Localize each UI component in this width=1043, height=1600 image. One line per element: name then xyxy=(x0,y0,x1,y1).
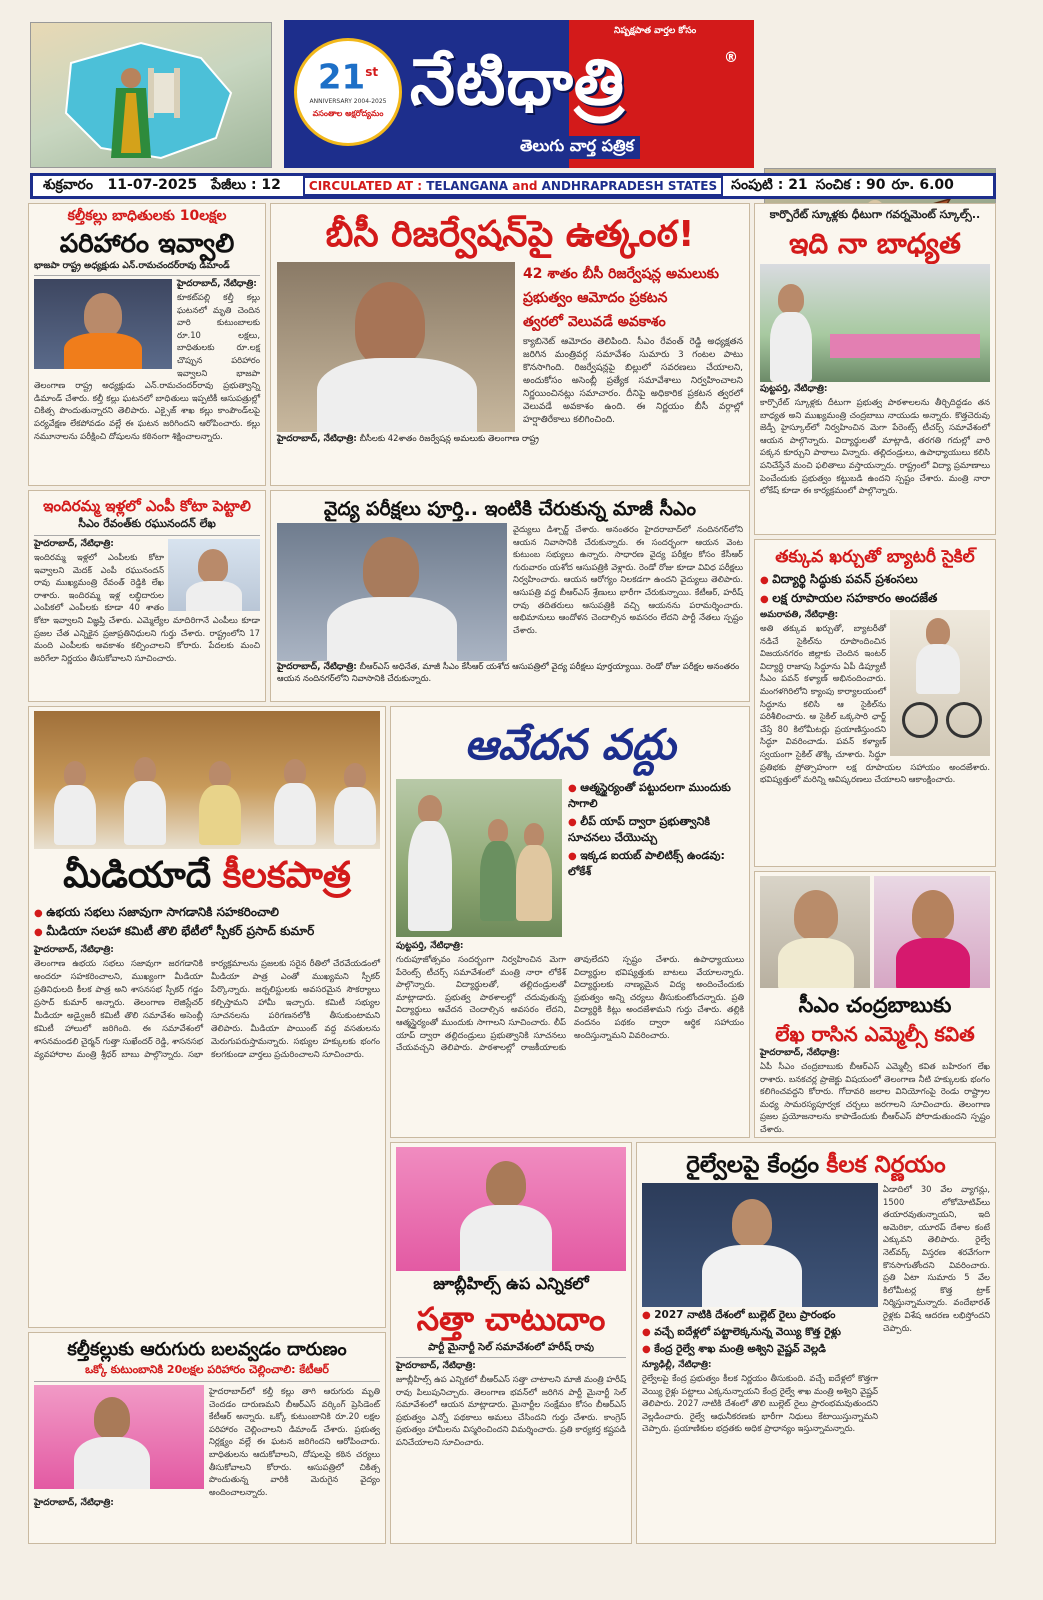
story-dateline: పుట్టపర్తి, నేటిధాత్రి: xyxy=(396,941,464,951)
story-side-body: ఏడాదిలో 30 వేల వ్యాగన్లు, 1500 లోకోమోటివ్‌లు తయారవుతున్నాయని, ఇది అమెరికా, యూరప్ దేశాల కంటే ఎక్కువని తెలిపారు. రైల్వే నెట్‌వర్క్ విస్తరణ శరవేగంగా కొనసాగుతోందని వివరించారు. ప్రతి ఏటా సుమారు 5 వేల కిలోమీటర్ల కొత్త ట్రాక్ నిర్మిస్తున్నామన్నారు. వందేభారత్ రైళ్లకు విశేష ఆదరణ లభిస్తోందని చెప్పారు. xyxy=(883,1184,990,1333)
story-bullet-1: ● 2027 నాటికి దేశంలో బుల్లెట్ రైలు ప్రారంభం xyxy=(642,1309,878,1324)
story-school-responsibility xyxy=(754,203,996,535)
state-telangana: TELANGANA xyxy=(426,179,509,193)
anniversary-suffix: st xyxy=(365,65,379,79)
story-headline-red: కీలక నిర్ణయం xyxy=(826,1152,946,1178)
info-bar xyxy=(30,173,996,199)
chandrababu-photo xyxy=(760,876,870,988)
story-bullet-2: ● లక్ష రూపాయల సహకారం అందజేత xyxy=(760,591,990,608)
story-bullet-1: ● ఉభయ సభలు సజావుగా సాగడానికి సహకరించాలి xyxy=(34,905,380,922)
story-bullet-2: ● వచ్చే ఐదేళ్లలో పట్టాలెక్కనున్న వెయ్యి కొత్త రైళ్లు xyxy=(642,1326,878,1341)
story-bullet-2: ● మీడియా సలహా కమిటీ తొలి భేటీలో స్పీకర్ ప్రసాద్ కుమార్ xyxy=(34,924,380,941)
story-avedana xyxy=(390,706,750,1138)
caption-text: బీసీలకు 42శాతం రిజర్వేషన్ల అమలుకు తెలంగాణ రాష్ట్ర xyxy=(359,433,539,443)
story-battery-cycle xyxy=(754,539,996,867)
raghunandan-photo xyxy=(168,539,260,611)
story-body: తెలంగాణ ఉభయ సభలు సజావుగా జరగడానికి అందరూ సహకరించాలని, ముఖ్యంగా మీడియా ప్రతినిధులది కీలక పాత్ర అని శాసనసభ స్పీకర్ గడ్డం ప్రసాద్ కుమార్ అన్నారు. తెలంగాణ లెజిస్లేచర్ మీడియా అడ్వైజరీ కమిటీ తొలి సమావేశం అసెంబ్లీ కమిటీ హాలులో జరిగింది. ఈ సమావేశంలో శాసనమండలి చైర్మన్ గుత్తా సుఖేందర్ రెడ్డి, శాసనసభ వ్యవహారాల మంత్రి శ్రీధర్ బాబు పాల్గొన్నారు. సభా కార్యక్రమాలను ప్రజలకు సరైన రీతిలో చేరవేయడంలో మీడియా పాత్ర ఎంతో ముఖ్యమని స్పీకర్ పేర్కొన్నారు. జర్నలిస్టులకు అవసరమైన సౌకర్యాలు కల్పిస్తామని హామీ ఇచ్చారు. కమిటీ సభ్యుల సూచనలను పరిగణనలోకి తీసుకుంటామని తెలిపారు. మీడియా పాయింట్ వద్ద వసతులను మెరుగుపరుస్తామన్నారు. సభ్యుల హక్కులకు భంగం కలగకుండా వార్తలు ప్రచురించాలని సూచించారు. xyxy=(34,958,380,1059)
page-count: పేజీలు : 12 xyxy=(211,176,281,193)
masthead-tagline: నిష్పక్షపాత వార్తల కోసం xyxy=(614,26,697,36)
story-body: కూకట్‌పల్లి కల్తీ కల్లు ఘటనలో మృతి చెందిన వారి కుటుంబాలకు రూ.10 లక్షలు, బాధితులకు రూ.లక్ష చొప్పున పరిహారం ఇవ్వాలని భాజపా తెలంగాణ రాష్ట్ర అధ్యక్షుడు ఎన్.రామచందర్‌రావు ప్రభుత్వాన్ని డిమాండ్ చేశారు. కల్తీ కల్లు ఘటనలో బాధితులు ఇప్పటికీ ఆసుపత్రుల్లో చికిత్స పొందుతున్నారని తెలిపారు. ఎక్సైజ్ శాఖ కల్లు కాంపౌండ్‌లపై పర్యవేక్షణ లేకపోవడం వల్లే ఈ ఘటన జరిగిందని ఆరోపించారు. కల్లు నమూనాలను పరీక్షించి దోషులను కఠినంగా శిక్షించాలన్నారు. xyxy=(34,292,260,441)
story-headline-black: రైల్వేలపై కేంద్రం xyxy=(686,1152,820,1178)
state-andhra: ANDHRAPRADESH xyxy=(541,179,664,193)
cycle-photo xyxy=(890,610,990,756)
story-dateline: హైదరాబాద్, నేటిధాత్రి: xyxy=(177,279,257,289)
story-subheading: ఒక్కో కుటుంబానికి 20లక్షల పరిహారం చెల్లించాలి: కేటీఆర్ xyxy=(34,1363,380,1382)
story-dateline: హైదరాబాద్, నేటిధాత్రి: xyxy=(760,1048,840,1058)
minister-photo xyxy=(642,1183,878,1307)
caption-text: బీఆర్ఎస్ అధినేత, మాజీ సీఎం కేసీఆర్ యశోద ఆసుపత్రిలో వైద్య పరీక్షలు పూర్తయ్యాయి. రెండో రోజు పరీక్షల అనంతరం ఆయన నందినగర్‌లోని నివాసానికి చేరుకున్నారు. xyxy=(277,661,740,683)
masthead xyxy=(28,20,996,168)
caption-dateline: హైదరాబాద్, నేటిధాత్రి: xyxy=(277,434,357,444)
story-kicker: కల్తీకల్లు బాధితులకు 10లక్షల xyxy=(67,208,227,224)
story-railway xyxy=(636,1142,996,1544)
harish-rao-photo xyxy=(396,1147,626,1271)
caption-dateline: హైదరాబాద్, నేటిధాత్రి: xyxy=(277,662,357,672)
telangana-map-image xyxy=(30,22,272,168)
story-bullet-2: ● లీప్ యాప్ ద్వారా ప్రభుత్వానికి సూచనలు చేయొచ్చు xyxy=(396,815,744,847)
price: రూ. 6.00 xyxy=(891,176,954,193)
story-dateline: హైదరాబాద్, నేటిధాత్రి: xyxy=(34,539,114,549)
story-headline-line-2: లేఖ రాసిన ఎమ్మెల్సీ కవిత xyxy=(775,1022,975,1046)
story-point-3: త్వరలో వెలువడే అవకాశం xyxy=(523,314,666,330)
story-bc-reservation xyxy=(270,203,750,486)
story-body: జూబ్లీహిల్స్ ఉప ఎన్నికలో బీఆర్ఎస్ సత్తా చాటాలని మాజీ మంత్రి హరీష్ రావు పిలుపునిచ్చారు. తెలంగాణ భవన్‌లో జరిగిన పార్టీ మైనార్టీ సెల్ సమావేశంలో ఆయన మాట్లాడారు. మైనార్టీల సంక్షేమం కోసం బీఆర్ఎస్ ప్రభుత్వం ఎన్నో పథకాలు అమలు చేసిందని గుర్తు చేశారు. కాంగ్రెస్ ప్రభుత్వం హామీలను విస్మరించిందని విమర్శించారు. ప్రతి కార్యకర్త కష్టపడి పనిచేయాలని సూచించారు. xyxy=(396,1374,626,1447)
story-subheading: పార్టీ మైనార్టీ సెల్ సమావేశంలో హరీష్ రావు xyxy=(396,1341,626,1358)
masthead-title: నేటిధాత్రి xyxy=(410,46,625,120)
story-body: వైద్యులు డిశ్చార్జ్ చేశారు. అనంతరం హైదరాబాద్‌లో నందినగర్‌లోని ఆయన నివాసానికి చేరుకున్నారు. ఈ సందర్భంగా ఆయన వెంట కుటుంబ సభ్యులు ఉన్నారు. సాధారణ వైద్య పరీక్షల కోసం కేసీఆర్ గురువారం యశోద ఆసుపత్రికి వెళ్లారు. రెండో రోజు కూడా వివిధ పరీక్షలు నిర్వహించారు. ఆయన ఆరోగ్యం నిలకడగా ఉందని వైద్యులు తెలిపారు. ఆసుపత్రి వద్ద బీఆర్ఎస్ శ్రేణులు భారీగా చేరుకున్నాయి. కేటీఆర్, హరీష్ రావు తదితరులు ఆసుపత్రికి వచ్చి ఆయనను పరామర్శించారు. అభిమానులు ఆందోళన చెందాల్సిన అవసరం లేదని పార్టీ నేతలు స్పష్టం చేశారు. xyxy=(513,524,743,635)
story-headline-red: కీలకపాత్ర xyxy=(222,855,351,896)
story-body: అతి తక్కువ ఖర్చుతో, బ్యాటరీతో నడిచే సైకిల్‌ను రూపొందించిన విజయనగరం జిల్లాకు చెందిన ఇంటర్ విద్యార్థి రాజాపు సిద్ధూను ఏపీ డిప్యూటీ సీఎం పవన్ కళ్యాణ్ అభినందించారు. మంగళగిరిలోని క్యాంపు కార్యాలయంలో సిద్ధూను కలిసి ఆ సైకిల్‌ను పరిశీలించారు. ఆ సైకిల్ ఒక్కసారి ఛార్జ్ చేస్తే 80 కిలోమీటర్లు ప్రయాణిస్తుందని సిద్ధూ వివరించాడు. పవన్ కళ్యాణ్ స్వయంగా సైకిల్ తొక్కి చూశారు. సిద్ధూ ప్రతిభకు ప్రోత్సాహంగా లక్ష రూపాయల సహాయం అందజేశారు. భవిష్యత్తులో మరిన్ని ఆవిష్కరణలు చేయాలని ఆకాంక్షించారు. xyxy=(760,623,990,785)
story-dateline: హైదరాబాద్, నేటిధాత్రి: xyxy=(34,945,114,955)
story-bullet-1: ● ఆత్మస్థైర్యంతో పట్టుదలగా ముందుకు సాగాలి xyxy=(396,781,744,813)
story-kavitha-letter xyxy=(754,871,996,1138)
story-headline: పరిహారం ఇవ్వాలి xyxy=(59,229,235,259)
story-dateline: హైదరాబాద్, నేటిధాత్రి: xyxy=(396,1361,476,1371)
leader-photo xyxy=(34,279,172,369)
story-kallu-compensation xyxy=(28,203,266,486)
story-subheading: సీఎం రేవంత్‌కు రఘునందన్ లేఖ xyxy=(34,517,260,536)
state-and: and xyxy=(512,179,538,193)
story-headline: కల్తీకల్లుకు ఆరుగురు బలవ్వడం దారుణం xyxy=(67,1339,347,1360)
story-point-1: 42 శాతం బీసీ రిజర్వేషన్ల అమలుకు xyxy=(523,266,719,282)
story-kicker: కార్పొరేట్ స్కూళ్లకు ధీటుగా గవర్నమెంట్ స్కూల్స్.. xyxy=(769,208,981,221)
story-body: రైల్వేలపై కేంద్ర ప్రభుత్వం కీలక నిర్ణయం తీసుకుంది. వచ్చే ఐదేళ్లలో కొత్తగా వెయ్యి రైళ్లు పట్టాలు ఎక్కనున్నాయని కేంద్ర రైల్వే శాఖ మంత్రి అశ్విని వైష్ణవ్ తెలిపారు. 2027 నాటికి దేశంలో తొలి బుల్లెట్ రైలు ప్రారంభమవుతుందని వెల్లడించారు. రైల్వే ఆధునీకరణకు భారీగా నిధులు కేటాయిస్తున్నామని చెప్పారు. ప్రయాణికుల భద్రతకు అధిక ప్రాధాన్యం ఇస్తున్నామన్నారు. xyxy=(642,1373,878,1434)
anniversary-number: 21 xyxy=(317,57,366,98)
students-photo xyxy=(396,779,562,937)
issue-number: సంచిక : 90 xyxy=(815,176,886,193)
meeting-photo xyxy=(34,711,380,849)
volume-number: సంపుటి : 21 xyxy=(731,176,808,193)
story-headline: సత్తా చాటుదాం xyxy=(416,1300,606,1338)
title-block xyxy=(284,20,754,168)
story-headline-line-1: సీఎం చంద్రబాబుకు xyxy=(798,993,952,1017)
story-dateline: న్యూఢిల్లీ, నేటిధాత్రి: xyxy=(642,1360,712,1370)
story-headline: ఆవేదన వద్దు xyxy=(464,720,676,769)
revanth-photo xyxy=(277,262,515,432)
circulation-box xyxy=(303,176,723,196)
masthead-subtitle: తెలుగు వార్త పత్రిక xyxy=(514,136,640,159)
story-dateline: అమరావతి, నేటిధాత్రి: xyxy=(760,610,839,620)
story-kcr-health xyxy=(270,490,750,702)
registered-mark: ® xyxy=(724,50,738,66)
anniversary-badge xyxy=(294,38,402,146)
story-bullet-3: ● ఇక్కడ ఐయబ్ పాలిటిక్స్ ఉండవు: లోకేశ్ xyxy=(396,849,744,881)
story-headline: ఇందిరమ్మ ఇళ్లలో ఎంపీ కోటా పెట్టాలి xyxy=(43,497,251,515)
story-headline: తక్కువ ఖర్చుతో బ్యాటరీ సైకిల్ xyxy=(775,547,975,567)
story-subheading: భాజపా రాష్ట్ర అధ్యక్షుడు ఎన్.రామచందర్‌రావు డిమాండ్ xyxy=(34,261,260,276)
kavitha-photo xyxy=(874,876,990,988)
story-media-role xyxy=(28,706,386,1328)
story-point-2: ప్రభుత్వం ఆమోదం ప్రకటన xyxy=(523,290,668,306)
classroom-photo xyxy=(760,264,990,382)
anniversary-telugu: వసంతాల అక్షరోద్యమం xyxy=(312,109,384,119)
story-body: హైదరాబాద్‌లో కల్తీ కల్లు తాగి ఆరుగురు మృతి చెందడం దారుణమని బీఆర్ఎస్ వర్కింగ్ ప్రెసిడెంట్ కేటీఆర్ అన్నారు. ఒక్కో కుటుంబానికి రూ.20 లక్షల పరిహారం చెల్లించాలని డిమాండ్ చేశారు. ప్రభుత్వ నిర్లక్ష్యం వల్లే ఈ ఘటన జరిగిందని ఆరోపించారు. బాధితులను ఆదుకోవాలని, దోషులపై కఠిన చర్యలు తీసుకోవాలని కోరారు. ఆసుపత్రిలో చికిత్స పొందుతున్న వారికి మెరుగైన వైద్యం అందించాలన్నారు. xyxy=(209,1386,380,1497)
kcr-photo xyxy=(277,523,507,661)
story-headline-black: మీడియాదే xyxy=(63,855,212,896)
story-dateline: హైదరాబాద్, నేటిధాత్రి: xyxy=(34,1498,114,1509)
state-states: STATES xyxy=(667,179,718,193)
circulated-label: CIRCULATED AT : xyxy=(308,179,423,193)
story-body: ఇందిరమ్మ ఇళ్లలో ఎంపీలకు కోటా ఇవ్వాలని మెదక్ ఎంపీ రఘునందన్ రావు ముఖ్యమంత్రి రేవంత్ రెడ్డికి లేఖ రాశారు. ఇందిరమ్మ ఇళ్ల లబ్ధిదారుల ఎంపికలో ఎంపీలకు కూడా 40 శాతం కోటా ఇవ్వాలని విజ్ఞప్తి చేశారు. ఎమ్మెల్యేల మాదిరిగానే ఎంపీలు కూడా ప్రజల చేత ఎన్నికైన ప్రజాప్రతినిధులని గుర్తు చేశారు. రాష్ట్రంలోని 17 మంది ఎంపీలకు అవకాశం కల్పించాలని కోరారు. పేదలకు మంచి జరిగేలా నిర్ణయం తీసుకోవాలని సూచించారు. xyxy=(34,552,260,663)
story-headline: వైద్య పరీక్షలు పూర్తి.. ఇంటికి చేరుకున్న మాజీ సీఎం xyxy=(323,498,697,520)
story-bullet-1: ● విద్యార్థి సిద్ధుకు పవన్ ప్రశంసలు xyxy=(760,572,990,589)
story-headline: బీసీ రిజర్వేషన్‌పై ఉత్కంఠ! xyxy=(325,214,695,255)
story-jubilee-hills xyxy=(390,1142,632,1544)
story-kicker: జూబ్లీహిల్స్ ఉప ఎన్నికలో xyxy=(433,1274,589,1293)
issue-date: శుక్రవారం 11-07-2025 xyxy=(43,176,198,193)
story-body: క్యాబినెట్ ఆమోదం తెలిపింది. సీఎం రేవంత్ రెడ్డి అధ్యక్షతన జరిగిన మంత్రివర్గ సమావేశం సుమారు 3 గంటల పాటు కొనసాగింది. రిజర్వేషన్లపై బిల్లులో సవరణలు చేయాలని, అందుకోసం అసెంబ్లీ ప్రత్యేక సమావేశాలు నిర్వహించాలని నిర్ణయించినట్లు సమాచారం. దీనిపై అధికారిక ప్రకటన త్వరలో వెలువడే అవకాశం ఉంది. ఈ నిర్ణయం బీసీ వర్గాల్లో హర్షాతిరేకాలు కలిగించింది. xyxy=(523,337,743,425)
story-dateline: పుట్టపర్తి, నేటిధాత్రి: xyxy=(760,384,828,394)
story-bullet-3: ● కేంద్ర రైల్వే శాఖ మంత్రి అశ్విని వైష్ణవ్ వెల్లడి xyxy=(642,1343,878,1358)
story-body: కార్పొరేట్ స్కూళ్లకు దీటుగా ప్రభుత్వ పాఠశాలలను తీర్చిదిద్దడం తన బాధ్యత అని ముఖ్యమంత్రి చంద్రబాబు నాయుడు అన్నారు. కొత్తచెరువు జెడ్పీ హైస్కూల్‌లో నిర్వహించిన మెగా పేరెంట్స్ టీచర్స్ సమావేశంలో ఆయన పాల్గొన్నారు. విద్యార్థులతో మాట్లాడి, తరగతి గదుల్లో వారి పక్కన కూర్చుని పాఠాలు విన్నారు. తల్లిదండ్రులు, ఉపాధ్యాయులు కలిసి పనిచేస్తేనే మంచి ఫలితాలు వస్తాయన్నారు. రాష్ట్రంలో విద్యా ప్రమాణాలు పెంచేందుకు ప్రభుత్వం కట్టుబడి ఉందని స్పష్టం చేశారు. మంత్రి నారా లోకేష్ కూడా ఈ కార్యక్రమంలో పాల్గొన్నారు. xyxy=(760,397,990,496)
anniversary-label: ANNIVERSARY 2004-2025 xyxy=(309,98,387,106)
ktr-photo xyxy=(34,1385,204,1489)
story-kallu-deaths xyxy=(28,1332,386,1544)
story-headline: ఇది నా బాధ్యత xyxy=(789,227,961,260)
story-body: గురుపూజోత్సవం సందర్భంగా నిర్వహించిన మెగా పేరెంట్స్ టీచర్స్ సమావేశంలో మంత్రి నారా లోకేశ్ పాల్గొన్నారు. విద్యార్థులతో, తల్లిదండ్రులతో మాట్లాడారు. ప్రభుత్వ పాఠశాలల్లో చదువుతున్న విద్యార్థులు ఆవేదన చెందాల్సిన అవసరం లేదని, ఆత్మస్థైర్యంతో ముందుకు సాగాలని సూచించారు. లీప్ యాప్ ద్వారా తల్లిదండ్రులు ప్రభుత్వానికి సూచనలు చేయవచ్చని తెలిపారు. పాఠశాలల్లో రాజకీయాలకు తావులేదని స్పష్టం చేశారు. ఉపాధ్యాయులు విద్యార్థుల భవిష్యత్తుకు బాటలు వేయాలన్నారు. విద్యార్థులకు నాణ్యమైన విద్య అందించేందుకు ప్రభుత్వం అన్ని చర్యలు తీసుకుంటోందన్నారు. ప్రతి విద్యార్థికి కిట్లు అందజేశామని గుర్తు చేశారు. తల్లికి వందనం పథకం ద్వారా ఆర్థిక సహాయం అందిస్తున్నామని వివరించారు. xyxy=(396,954,744,1053)
story-indiramma-houses xyxy=(28,490,266,702)
story-body: ఏపీ సీఎం చంద్రబాబుకు బీఆర్ఎస్ ఎమ్మెల్సీ కవిత బహిరంగ లేఖ రాశారు. బనకచర్ల ప్రాజెక్టు విషయంలో తెలంగాణ నీటి హక్కులకు భంగం కలిగించవద్దని కోరారు. గోదావరి జలాల వినియోగంపై రెండు రాష్ట్రాల మధ్య సామరస్యపూర్వక చర్చలు జరగాలని సూచించారు. తెలంగాణ ప్రజల ప్రయోజనాలను కాపాడేందుకు బీఆర్ఎస్ పోరాడుతుందని స్పష్టం చేశారు. xyxy=(760,1061,990,1134)
